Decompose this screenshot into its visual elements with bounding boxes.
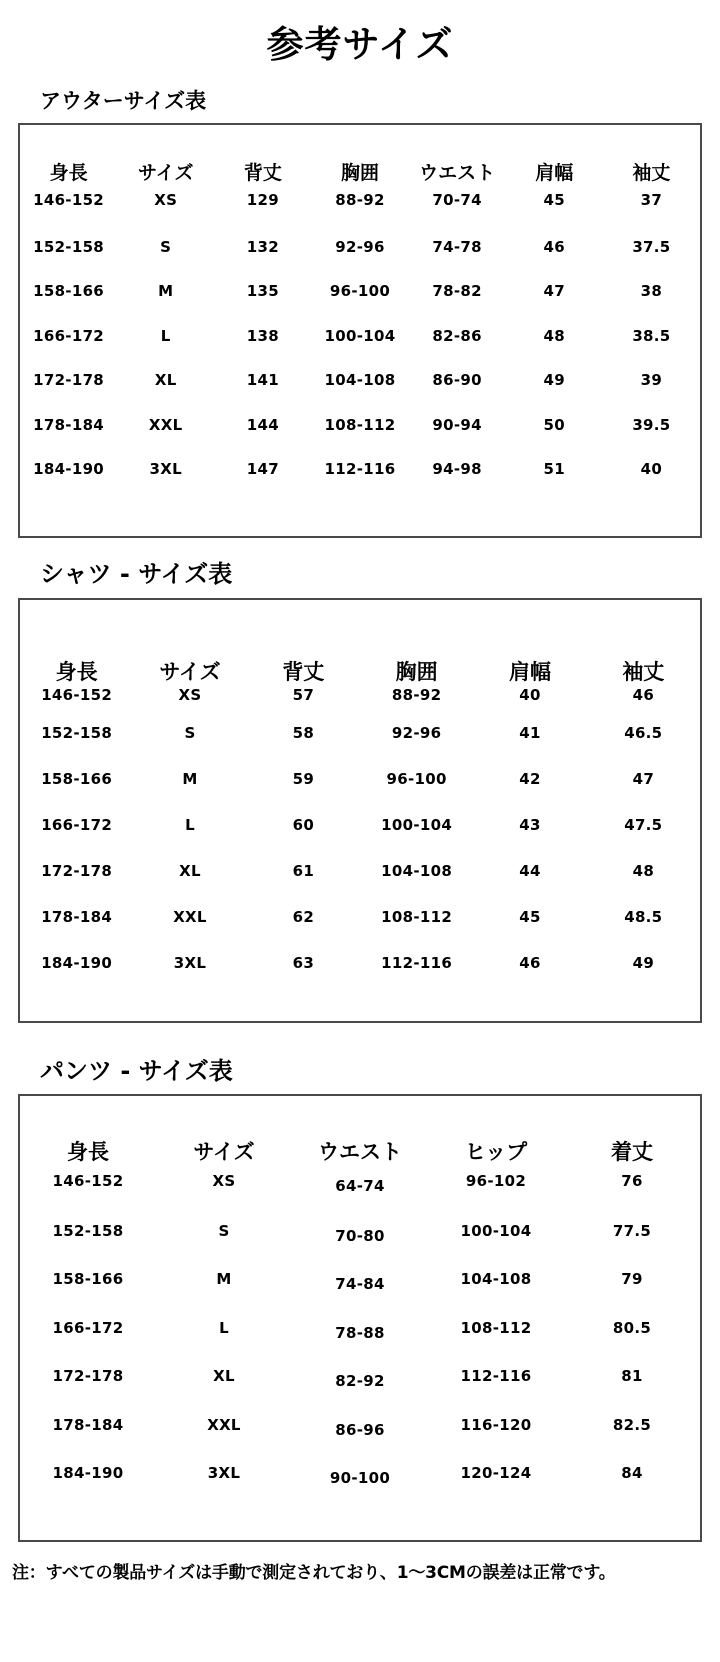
pants-size-table — [20, 1096, 700, 1497]
table-cell: 77.5 — [612, 1221, 652, 1240]
table-cell: 49 — [543, 371, 566, 390]
shirt-size-table — [20, 600, 700, 986]
table-cell: 46.5 — [624, 723, 663, 742]
table-row — [20, 269, 700, 314]
table-cell: 48 — [543, 326, 566, 345]
column-header: ウエスト — [419, 161, 496, 184]
table-cell: 80.5 — [612, 1318, 652, 1337]
table-cell: 47.5 — [624, 815, 663, 834]
table-cell: XL — [213, 1367, 235, 1386]
section-title-outer: アウターサイズ表 — [40, 88, 207, 113]
table-cell: 76 — [621, 1172, 643, 1191]
table-cell: 46 — [543, 237, 566, 256]
table-cell: 38 — [640, 282, 663, 301]
table-cell: 184-190 — [41, 953, 113, 972]
table-cell: 70-74 — [432, 190, 482, 209]
shirt-table-body — [20, 686, 700, 986]
table-row — [20, 225, 700, 270]
table-cell: 37.5 — [632, 237, 671, 256]
table-cell: XXL — [207, 1415, 241, 1434]
table-cell: 81 — [621, 1367, 643, 1386]
column-header: サイズ — [193, 1140, 255, 1165]
table-cell: 172-178 — [33, 371, 105, 390]
table-row — [20, 187, 700, 225]
table-cell: 100-104 — [460, 1221, 532, 1240]
table-row — [20, 403, 700, 448]
table-row — [20, 686, 700, 710]
table-cell: 88-92 — [335, 190, 385, 209]
table-cell: S — [160, 237, 172, 256]
table-cell: 84 — [621, 1464, 643, 1483]
table-cell: 82-86 — [432, 326, 482, 345]
table-cell: 112-116 — [460, 1367, 532, 1386]
table-cell: 178-184 — [33, 415, 105, 434]
table-cell: 58 — [292, 723, 315, 742]
table-cell: 49 — [632, 953, 655, 972]
table-cell: XS — [212, 1172, 236, 1191]
table-cell: 184-190 — [33, 460, 105, 479]
table-cell: 94-98 — [432, 460, 482, 479]
column-header: サイズ — [159, 659, 221, 684]
section-title-pants: パンツ - サイズ表 — [40, 1056, 233, 1085]
table-cell: 92-96 — [335, 237, 385, 256]
column-header: 胸囲 — [340, 161, 379, 184]
table-row — [20, 447, 700, 492]
column-header: 着丈 — [611, 1140, 653, 1165]
table-cell: 90-94 — [432, 415, 482, 434]
table-cell: 45 — [543, 190, 566, 209]
table-cell: XXL — [148, 415, 183, 434]
table-header-row — [20, 125, 700, 187]
table-cell: 40 — [640, 460, 663, 479]
column-header: 身長 — [67, 1140, 109, 1165]
measurement-note: 注：すべての製品サイズは手動で測定されており、1〜3CMの誤差は正常です。 — [12, 1563, 616, 1584]
table-row — [20, 1400, 700, 1449]
table-cell: 88-92 — [391, 685, 442, 704]
table-cell: XS — [154, 190, 178, 209]
table-cell: 51 — [543, 460, 566, 479]
table-cell: 46 — [519, 953, 541, 972]
table-cell: 96-102 — [465, 1172, 527, 1191]
table-cell: 3XL — [149, 460, 182, 479]
table-row — [20, 710, 700, 756]
pants-table-body — [20, 1168, 700, 1497]
table-cell: 96-100 — [329, 282, 391, 301]
table-cell: 3XL — [173, 953, 207, 972]
table-header-row — [20, 1096, 700, 1168]
table-cell: XL — [179, 861, 201, 880]
table-cell: 78-82 — [432, 282, 482, 301]
table-cell: 47 — [632, 769, 655, 788]
table-cell: S — [218, 1221, 230, 1240]
table-cell: 146-152 — [52, 1172, 124, 1191]
table-header-row — [20, 600, 700, 686]
table-cell: 172-178 — [41, 861, 113, 880]
table-row — [20, 756, 700, 802]
table-cell: 152-158 — [33, 237, 105, 256]
table-cell: 138 — [246, 326, 279, 345]
table-cell: 44 — [519, 861, 541, 880]
table-cell: 61 — [292, 861, 315, 880]
table-cell: 166-172 — [52, 1318, 124, 1337]
table-row — [20, 1168, 700, 1206]
table-row — [20, 314, 700, 359]
table-cell: 86-96 — [335, 1420, 385, 1439]
table-cell: XL — [154, 371, 177, 390]
outer-table-body — [20, 187, 700, 492]
table-cell: 90-100 — [329, 1469, 391, 1488]
table-cell: 135 — [246, 282, 279, 301]
table-cell: 38.5 — [632, 326, 671, 345]
table-cell: 39 — [640, 371, 663, 390]
table-cell: 57 — [292, 685, 315, 704]
table-cell: 147 — [246, 460, 279, 479]
table-cell: 82.5 — [612, 1415, 652, 1434]
table-cell: XS — [178, 685, 202, 704]
pants-table-head — [20, 1096, 700, 1168]
table-cell: 166-172 — [41, 815, 113, 834]
table-cell: 146-152 — [33, 190, 105, 209]
table-cell: 82-92 — [335, 1372, 385, 1391]
table-cell: 74-84 — [335, 1275, 385, 1294]
table-cell: 64-74 — [335, 1177, 385, 1196]
table-row — [20, 1352, 700, 1401]
table-cell: 152-158 — [41, 723, 113, 742]
table-cell: 184-190 — [52, 1464, 124, 1483]
column-header: 袖丈 — [622, 659, 665, 684]
table-cell: M — [182, 769, 198, 788]
column-header: サイズ — [137, 161, 194, 184]
table-cell: 178-184 — [41, 907, 113, 926]
table-cell: 92-96 — [391, 723, 442, 742]
outer-table-head — [20, 125, 700, 187]
table-cell: 47 — [543, 282, 566, 301]
table-cell: 100-104 — [324, 326, 396, 345]
table-cell: 37 — [640, 190, 663, 209]
table-cell: 79 — [621, 1270, 643, 1289]
table-cell: 141 — [246, 371, 279, 390]
table-cell: 166-172 — [33, 326, 105, 345]
table-cell: 129 — [246, 190, 279, 209]
table-cell: 96-100 — [386, 769, 447, 788]
table-cell: L — [185, 815, 195, 834]
table-cell: 146-152 — [41, 685, 113, 704]
table-cell: 112-116 — [381, 953, 453, 972]
table-cell: 41 — [519, 723, 541, 742]
column-header: 肩幅 — [508, 659, 551, 684]
table-row — [20, 358, 700, 403]
pants-size-table-container — [18, 1094, 702, 1542]
table-cell: 108-112 — [381, 907, 453, 926]
table-row — [20, 940, 700, 986]
table-cell: 48.5 — [624, 907, 663, 926]
table-row — [20, 894, 700, 940]
table-cell: L — [160, 326, 171, 345]
table-cell: 39.5 — [632, 415, 671, 434]
table-cell: XXL — [173, 907, 207, 926]
table-cell: 86-90 — [432, 371, 482, 390]
outer-size-table-container — [18, 123, 702, 538]
table-cell: 59 — [292, 769, 315, 788]
table-cell: 152-158 — [52, 1221, 124, 1240]
table-cell: 62 — [292, 907, 315, 926]
table-cell: 40 — [519, 685, 541, 704]
table-row — [20, 802, 700, 848]
table-cell: 104-108 — [381, 861, 453, 880]
table-cell: 60 — [292, 815, 315, 834]
table-row — [20, 1206, 700, 1255]
column-header: ウエスト — [318, 1140, 402, 1165]
table-cell: 172-178 — [52, 1367, 124, 1386]
table-cell: 42 — [519, 769, 541, 788]
table-cell: L — [219, 1318, 229, 1337]
column-header: 身長 — [49, 161, 88, 184]
table-cell: 144 — [246, 415, 279, 434]
table-cell: 158-166 — [41, 769, 113, 788]
table-cell: 104-108 — [460, 1270, 532, 1289]
table-row — [20, 1449, 700, 1498]
table-cell: M — [216, 1270, 232, 1289]
table-cell: 108-112 — [460, 1318, 532, 1337]
column-header: 背丈 — [282, 659, 325, 684]
table-cell: 108-112 — [324, 415, 396, 434]
column-header: 袖丈 — [632, 161, 671, 184]
table-row — [20, 1303, 700, 1352]
table-cell: 120-124 — [460, 1464, 532, 1483]
table-cell: 178-184 — [52, 1415, 124, 1434]
table-row — [20, 848, 700, 894]
section-title-shirt: シャツ - サイズ表 — [40, 559, 233, 588]
table-cell: 63 — [292, 953, 315, 972]
table-cell: 3XL — [207, 1464, 241, 1483]
column-header: 身長 — [55, 659, 98, 684]
column-header: 背丈 — [243, 161, 282, 184]
table-cell: 45 — [519, 907, 541, 926]
column-header: ヒップ — [464, 1140, 528, 1165]
table-cell: 100-104 — [381, 815, 453, 834]
table-row — [20, 1255, 700, 1304]
column-header: 肩幅 — [535, 161, 574, 184]
table-cell: 50 — [543, 415, 566, 434]
table-cell: 46 — [632, 685, 655, 704]
table-cell: 158-166 — [33, 282, 105, 301]
table-cell: 158-166 — [52, 1270, 124, 1289]
shirt-table-head — [20, 600, 700, 686]
table-cell: 78-88 — [335, 1323, 385, 1342]
table-cell: 112-116 — [324, 460, 396, 479]
table-cell: 132 — [246, 237, 279, 256]
shirt-size-table-container — [18, 598, 702, 1023]
table-cell: 116-120 — [460, 1415, 532, 1434]
table-cell: 104-108 — [324, 371, 396, 390]
table-cell: 70-80 — [335, 1226, 385, 1245]
table-cell: S — [184, 723, 196, 742]
table-cell: 48 — [632, 861, 655, 880]
table-cell: 74-78 — [432, 237, 482, 256]
table-cell: M — [158, 282, 174, 301]
page-title: 参考サイズ — [266, 23, 454, 66]
outer-size-table — [20, 125, 700, 492]
table-cell: 43 — [519, 815, 541, 834]
column-header: 胸囲 — [395, 659, 438, 684]
